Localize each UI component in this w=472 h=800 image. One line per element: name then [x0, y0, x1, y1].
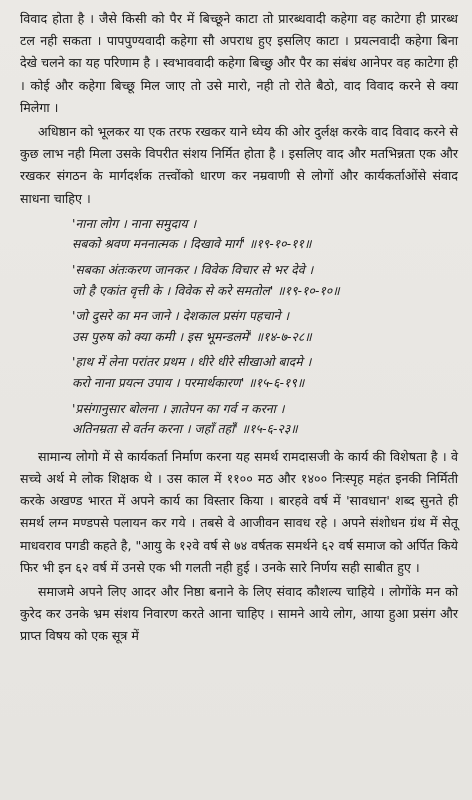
verse-line: उस पुरुष को क्या कमी । इस भूमन्डलमें' ॥१४-७-२८॥ [72, 328, 312, 344]
paragraph-4: समाजमे अपने लिए आदर और निष्ठा बनाने के लिए संवाद कौशल्य चाहिये । लोगोंके मन को कुरेद कर उनके भ्रम संशय निवारण करते आना चाहिए । सामने आये लोग, आया हुआ प्रसंग और प्राप्त विषय को एक सूत्र में [20, 583, 458, 644]
paragraph-2: अधिष्ठान को भूलकर या एक तरफ रखकर याने ध्येय की ओर दुर्लक्ष करके वाद विवाद करने से कुछ लाभ नही मिला उसके विपरीत संशय निर्मित होता है । इसलिए वाद और मतभिन्नता एक और रखकर संगठन के मार्गदर्शक तत्त्वोंको धारण कर नम्रवाणी से लोगों और कार्यकर्ताओंसे संवाद साधना चाहिए । [20, 124, 458, 206]
verse-line: 'नाना लोग । नाना समुदाय । [72, 215, 197, 231]
paragraph-1: विवाद होता है । जैसे किसी को पैर में बिच्छूने काटा तो प्रारब्धवादी कहेगा वह काटेगा ही प्रारब्ध टल नही सकता । पापपुण्यवादी कहेगा सौ अपराध हुए इसलिए काटा । प्रयत्नवादी कहेगा बिना देखे चलने का यह परिणाम है । स्वभाववादी कहेगा बिच्छु और पैर का संबंध आनेपर वह काटेगा ही । कोई और कहेगा बिच्छू मिल जाए तो उसे मारो, नही तो रोते बैठो, वाद विवाद करने से क्या मिलेगा । [20, 11, 458, 115]
verse-line: अतिनम्रता से वर्तन करना । जहाँ तहाँ' ॥१५-६-२३॥ [72, 421, 298, 437]
verse-line: 'सबका अंतःकरण जानकर । विवेक विचार से भर देवे । [72, 262, 314, 278]
verse-3 [72, 306, 458, 347]
verse-1 [72, 214, 458, 255]
verse-4 [72, 352, 458, 393]
verse-line: 'हाथ में लेना परांतर प्रथम । धीरे धीरे सीखाओ बादमे । [72, 354, 312, 370]
paragraph-3: सामान्य लोगो में से कार्यकर्ता निर्माण करना यह समर्थ रामदासजी के कार्य की विशेषता है । वे सच्चे अर्थ मे लोक शिक्षक थे । उस काल में ११०० मठ और १४०० निःस्पृह महंत इनकी निर्मिती करके अखण्ड भारत में अपने कार्य का विस्तार किया । बारहवे वर्ष में 'सावधान' शब्द सुनते ही समर्थ लग्न मण्डपसे पलायन कर गये । तबसे वे आजीवन सावध रहे । अपने संशोधन ग्रंथ में सेतू माधवराव पगडी कहते है, "आयु के १२वे वर्ष से ७४ वर्षतक समर्थने ६२ वर्ष समाज को अर्पित किये फिर भी इन ६२ वर्ष में उनसे एक भी गलती नही हुई । उनके सारे निर्णय सही साबीत हुए । [20, 448, 458, 575]
verse-line: 'जो दुसरे का मन जाने । देशकाल प्रसंग पहचाने । [72, 308, 290, 324]
verse-5 [72, 399, 458, 440]
verse-line: करो नाना प्रयत्न उपाय । परमार्थकारण' ॥१५-६-१९॥ [72, 374, 305, 390]
verse-2 [72, 260, 458, 301]
verse-line: सबको श्रवण मननात्मक । दिखावे मार्ग' ॥१९-१०-११॥ [72, 236, 312, 252]
verse-line: जो है एकांत वृत्ती के । विवेक से करे समतोल' ॥१९-१०-१०॥ [72, 282, 340, 298]
verse-quotes [20, 214, 458, 440]
verse-line: 'प्रसंगानुसार बोलना । ज्ञातेपन का गर्व न करना । [72, 400, 285, 416]
